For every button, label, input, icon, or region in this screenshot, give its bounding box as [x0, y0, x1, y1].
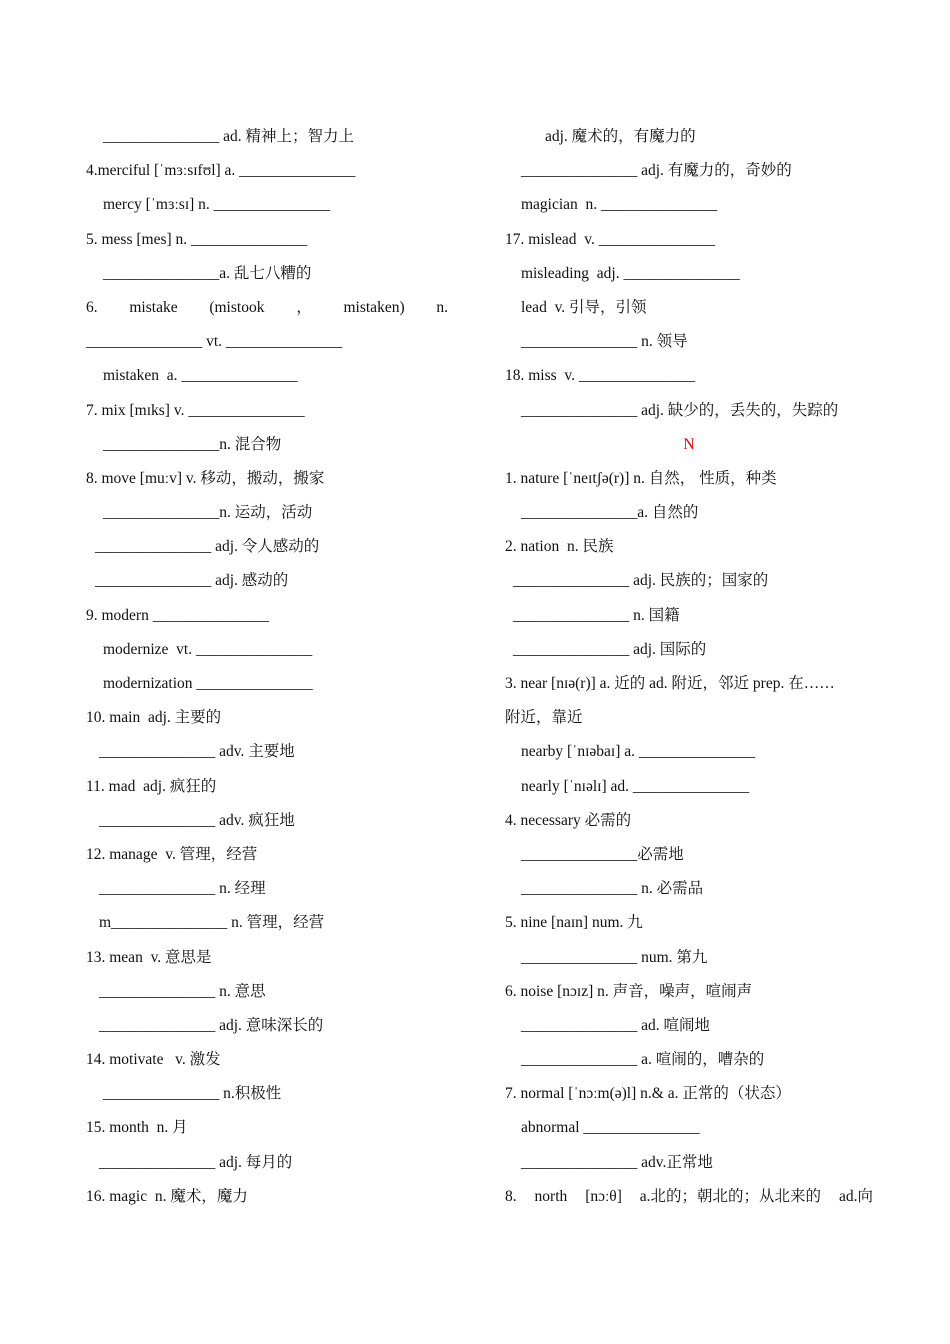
vocab-line: _______________ n. 意思 — [99, 982, 266, 1000]
vocab-line-part: [nɔːθ] — [585, 1187, 622, 1205]
vocab-line: m_______________ n. 管理，经营 — [99, 914, 325, 932]
vocab-line: _______________ vt. _______________ — [86, 333, 343, 351]
vocab-line: _______________ adj. 感动的 — [95, 572, 289, 590]
vocab-line: _______________ num. 第九 — [521, 948, 708, 966]
vocab-line: 13. mean v. 意思是 — [86, 948, 212, 966]
vocab-line: _______________ n. 领导 — [521, 333, 688, 351]
vocab-line: _______________ ad. 喧闹地 — [521, 1016, 711, 1034]
vocab-line: 5. nine [naɪn] num. 九 — [505, 914, 643, 932]
vocab-line: _______________ adj. 意味深长的 — [99, 1016, 324, 1034]
vocab-line: 16. magic n. 魔术，魔力 — [86, 1187, 248, 1205]
vocab-line-part: n. — [436, 298, 448, 316]
vocab-line: _______________ n. 国籍 — [513, 606, 680, 624]
vocab-line: _______________ adj. 每月的 — [99, 1153, 293, 1171]
vocab-line: 7. mix [mɪks] v. _______________ — [86, 401, 305, 419]
vocab-line: _______________ adj. 国际的 — [513, 640, 707, 658]
vocab-line: _______________ n.积极性 — [103, 1085, 282, 1103]
vocab-line: nearly [ˈnɪəlɪ] ad. _______________ — [521, 777, 750, 795]
vocab-line: 9. modern _______________ — [86, 606, 269, 624]
vocab-line: 3. near [nɪə(r)] a. 近的 ad. 附近，邻近 prep. 在…… — [505, 675, 835, 692]
vocab-line: _______________ adv. 疯狂地 — [99, 811, 295, 829]
vocab-line-part: 6. — [86, 298, 98, 316]
vocab-line: 附近，靠近 — [505, 709, 583, 727]
vocab-line: mistaken a. _______________ — [103, 367, 298, 385]
vocab-line: lead v. 引导，引领 — [521, 298, 647, 316]
vocab-line: _______________必需地 — [521, 845, 684, 863]
vocab-line — [86, 291, 462, 325]
vocab-line-part: mistake — [129, 298, 178, 316]
vocab-line: 5. mess [mes] n. _______________ — [86, 230, 308, 248]
vocab-line: modernize vt. _______________ — [103, 640, 313, 658]
vocab-line: _______________a. 乱七八糟的 — [103, 264, 312, 282]
vocab-line: 8. move [muːv] v. 移动，搬动，搬家 — [86, 469, 325, 487]
left-column — [86, 120, 462, 1214]
vocab-line — [505, 1180, 873, 1214]
vocab-line: _______________ n. 必需品 — [521, 880, 704, 898]
vocab-line: _______________ n. 经理 — [99, 880, 266, 898]
vocab-line-part: a.北的；朝北的；从北来的 — [639, 1187, 822, 1205]
vocab-line: abnormal _______________ — [521, 1119, 700, 1137]
vocab-line: modernization _______________ — [103, 675, 313, 692]
vocab-line: 2. nation n. 民族 — [505, 538, 614, 556]
vocab-line: 10. main adj. 主要的 — [86, 709, 222, 727]
vocab-line: 4.merciful [ˈmɜːsɪfʊl] a. _______________ — [86, 162, 356, 180]
vocab-line: _______________ ad. 精神上；智力上 — [103, 128, 355, 145]
vocab-line: 15. month n. 月 — [86, 1119, 188, 1137]
vocab-line: misleading adj. _______________ — [521, 264, 740, 282]
vocab-line-part: north — [534, 1187, 568, 1205]
vocab-line: 7. normal [ˈnɔːm(ə)l] n.& a. 正常的（状态） — [505, 1085, 791, 1103]
vocab-line: 11. mad adj. 疯狂的 — [86, 777, 217, 795]
vocab-line: 1. nature [ˈneɪtʃə(r)] n. 自然， 性质，种类 — [505, 469, 777, 487]
vocab-line: 14. motivate v. 激发 — [86, 1051, 221, 1069]
vocab-line: _______________ adj. 有魔力的，奇妙的 — [521, 162, 792, 180]
vocab-line: _______________ a. 喧闹的，嘈杂的 — [521, 1051, 765, 1069]
vocab-line-part: mistaken) — [343, 298, 405, 316]
vocab-line: _______________n. 混合物 — [103, 435, 282, 453]
vocab-line: 18. miss v. _______________ — [505, 367, 696, 385]
vocab-line: mercy [ˈmɜːsɪ] n. _______________ — [103, 196, 330, 214]
vocab-line: 12. manage v. 管理，经营 — [86, 845, 258, 863]
vocab-line-part: 8. — [505, 1187, 517, 1205]
vocab-line: nearby [ˈnɪəbaɪ] a. _______________ — [521, 743, 756, 761]
vocab-line: _______________a. 自然的 — [521, 504, 699, 522]
vocab-line: _______________ adv.正常地 — [521, 1153, 713, 1171]
vocab-line: 17. mislead v. _______________ — [505, 230, 715, 248]
vocab-line: _______________n. 运动，活动 — [103, 504, 313, 522]
vocab-line-part: ad.向 — [838, 1187, 873, 1205]
vocab-line: adj. 魔术的，有魔力的 — [545, 128, 696, 145]
vocab-line: _______________ adv. 主要地 — [99, 743, 295, 761]
vocab-line-part: (mistook — [209, 298, 265, 316]
right-column — [505, 120, 873, 1214]
vocab-line: 4. necessary 必需的 — [505, 811, 632, 829]
vocab-line: magician n. _______________ — [521, 196, 718, 214]
vocab-line: 6. noise [nɔɪz] n. 声音，噪声，喧闹声 — [505, 982, 753, 1000]
vocab-line: _______________ adj. 民族的；国家的 — [513, 572, 769, 590]
vocab-line: _______________ adj. 缺少的，丢失的，失踪的 — [521, 401, 839, 419]
section-heading: N — [683, 435, 695, 453]
vocab-line-part: ， — [296, 298, 312, 316]
vocab-line: _______________ adj. 令人感动的 — [95, 538, 320, 556]
